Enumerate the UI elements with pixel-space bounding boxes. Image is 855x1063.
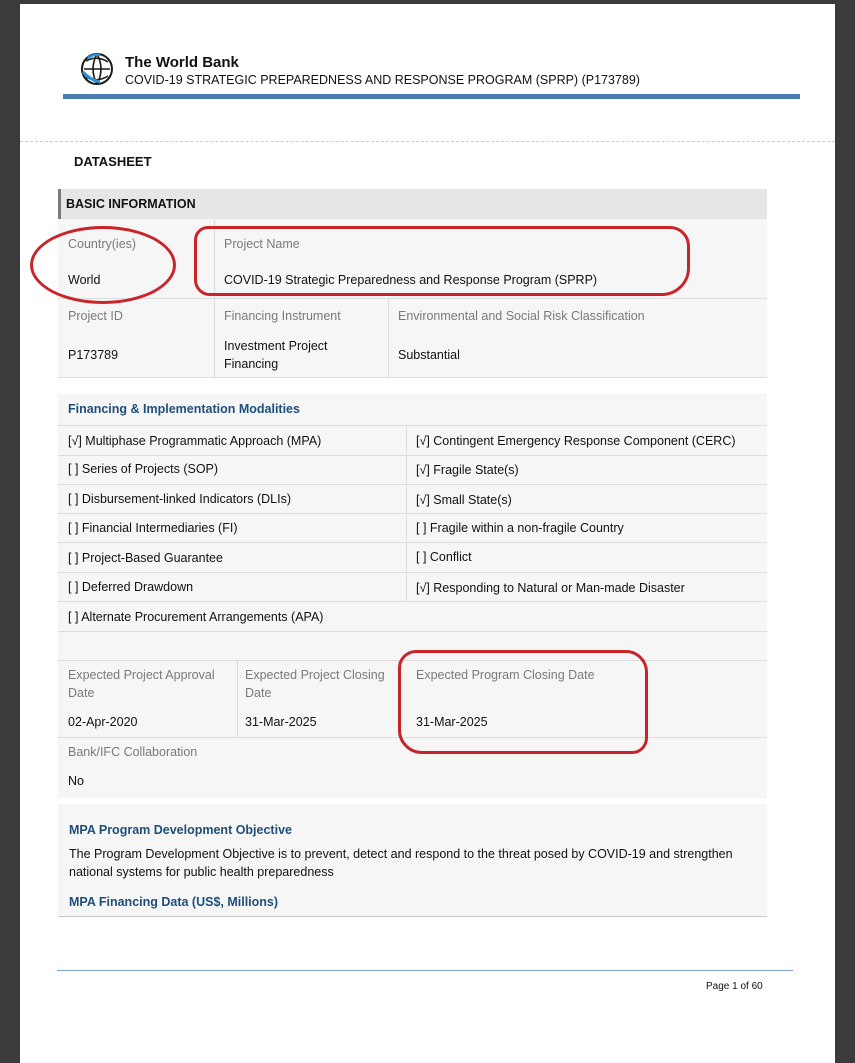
approval-date-label-line1: Expected Project Approval [68, 668, 215, 682]
collaboration-label: Bank/IFC Collaboration [68, 745, 198, 759]
modality-left-item: [ ] Alternate Procurement Arrangements (APA) [68, 610, 324, 624]
approval-date-value: 02-Apr-2020 [68, 715, 138, 729]
modality-left-item: [√] Multiphase Programmatic Approach (MPA) [68, 434, 322, 448]
modality-right-item: [ ] Conflict [416, 550, 472, 564]
country-value: World [68, 273, 101, 287]
page-number: Page 1 of 60 [706, 981, 763, 992]
annotation-circle-country [30, 226, 176, 304]
modality-right-item: [√] Contingent Emergency Response Component (CERC) [416, 434, 736, 448]
organization-name: The World Bank [125, 54, 239, 71]
modality-left-item: [ ] Deferred Drawdown [68, 580, 194, 594]
financing-instrument-value-line2: Financing [224, 357, 279, 371]
header-rule [63, 94, 800, 99]
footer-rule [57, 970, 793, 971]
financing-instrument-label: Financing Instrument [224, 309, 341, 323]
modality-right-item: [√] Fragile State(s) [416, 463, 519, 477]
basic-info-section-header [58, 189, 767, 219]
project-closing-label-line2: Date [245, 686, 272, 700]
objective-heading: MPA Program Development Objective [69, 823, 292, 837]
program-closing-label: Expected Program Closing Date [416, 668, 595, 682]
dashed-divider [20, 141, 835, 142]
page-title: DATASHEET [74, 154, 152, 169]
modality-right-item: [√] Small State(s) [416, 493, 512, 507]
program-closing-value: 31-Mar-2025 [416, 715, 488, 729]
modality-left-item: [ ] Financial Intermediaries (FI) [68, 521, 238, 535]
collaboration-value: No [68, 774, 84, 788]
annotation-box-project-name [194, 226, 690, 296]
document-page [20, 4, 835, 1063]
esrc-value: Substantial [398, 348, 460, 362]
modalities-heading: Financing & Implementation Modalities [68, 402, 300, 416]
objective-text: The Program Development Objective is to prevent, detect and respond to the threat posed by COVID-19 and strengthen national systems for public health preparedness [69, 847, 733, 879]
annotation-box-program-closing [398, 650, 648, 754]
modality-left-item: [ ] Project-Based Guarantee [68, 551, 223, 565]
country-label: Country(ies) [68, 237, 137, 251]
modality-left-item: [ ] Series of Projects (SOP) [68, 462, 219, 476]
project-closing-value: 31-Mar-2025 [245, 715, 317, 729]
project-closing-label-line1: Expected Project Closing [245, 668, 385, 682]
approval-date-label-line2: Date [68, 686, 95, 700]
project-id-value: P173789 [68, 348, 119, 362]
financing-data-heading: MPA Financing Data (US$, Millions) [69, 895, 279, 909]
project-name-value: COVID-19 Strategic Preparedness and Response Program (SPRP) [224, 273, 598, 287]
financing-instrument-value-line1: Investment Project [224, 339, 328, 353]
project-name-label: Project Name [224, 237, 300, 251]
project-id-label: Project ID [68, 309, 123, 323]
modality-right-item: [√] Responding to Natural or Man-made Disaster [416, 581, 685, 595]
esrc-label: Environmental and Social Risk Classification [398, 309, 645, 323]
basic-info-heading: BASIC INFORMATION [66, 197, 196, 211]
modality-left-item: [ ] Disbursement-linked Indicators (DLIs) [68, 492, 291, 506]
modality-right-item: [ ] Fragile within a non-fragile Country [416, 521, 624, 535]
document-subtitle: COVID-19 STRATEGIC PREPAREDNESS AND RESPONSE PROGRAM (SPRP) (P173789) [125, 73, 640, 87]
world-bank-globe-icon [80, 52, 114, 86]
